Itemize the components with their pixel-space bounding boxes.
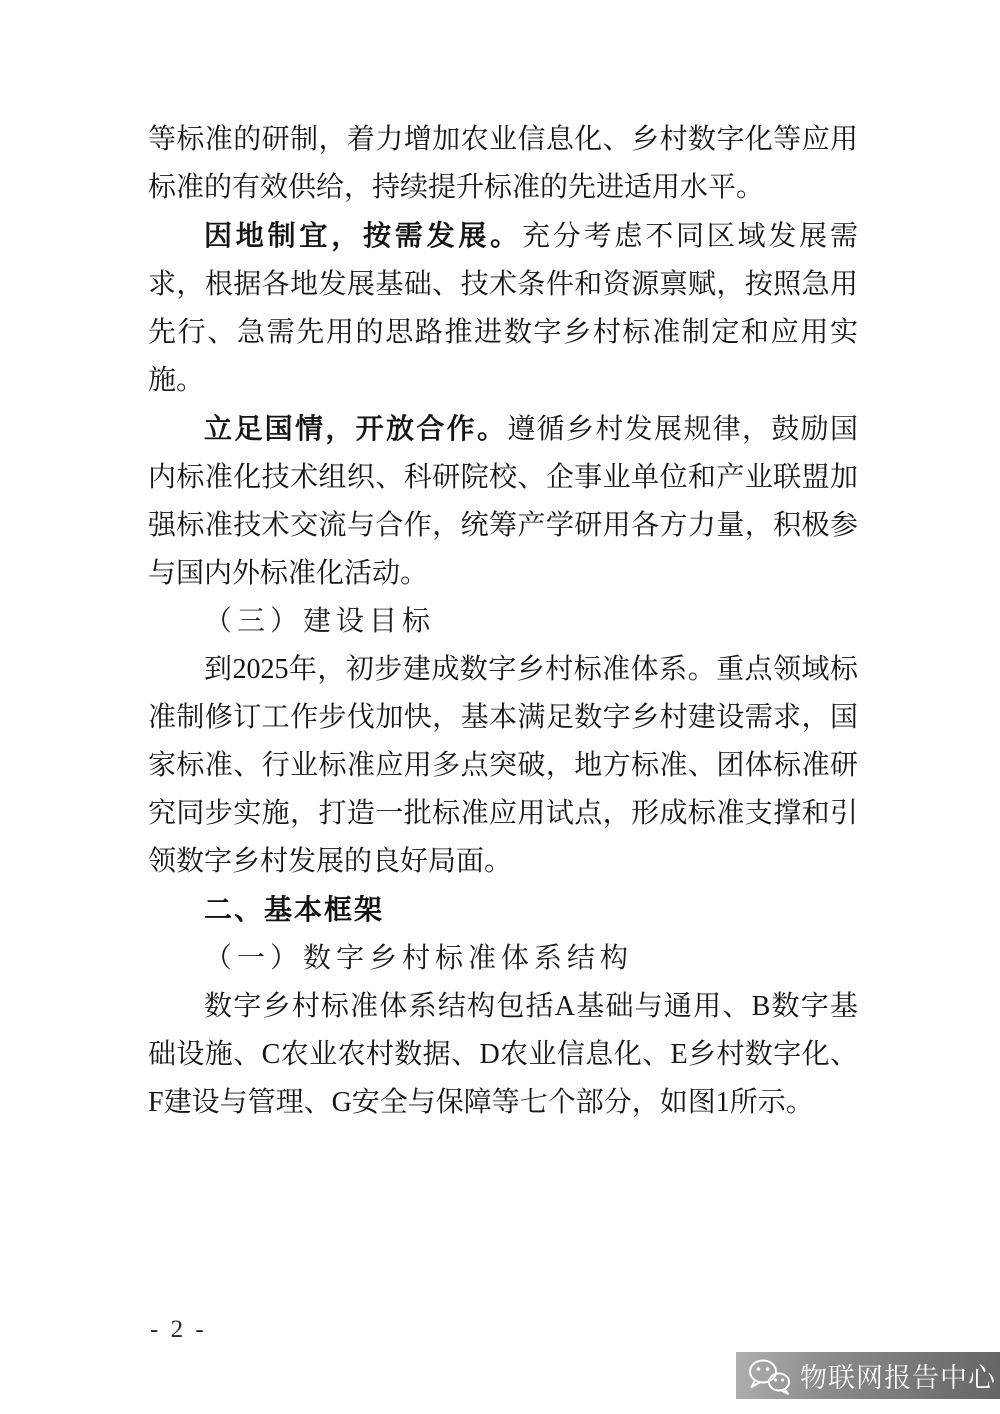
paragraph (148, 212, 858, 405)
page-number: - 2 - (150, 1316, 207, 1343)
paragraph (148, 646, 858, 886)
watermark-banner (736, 1352, 1000, 1399)
subheading-text: （一）数字乡村标准体系结构 (204, 943, 634, 974)
subheading (148, 598, 858, 646)
paragraph (148, 116, 858, 212)
section-heading (148, 886, 858, 935)
paragraph-text: 遵循乡村发展规律，鼓励国内标准化技术组织、科研院校、企事业单位和产业联盟加强标准技术交流与合作，统筹产学研用各方力量，积极参与国内外标准化活动。 (148, 414, 858, 589)
paragraph-text: 到2025年，初步建成数字乡村标准体系。重点领域标准制修订工作步伐加快，基本满足数字乡村建设需求，国家标准、行业标准应用多点突破，地方标准、团体标准研究同步实施，打造一批标准应用试点，形成标准支撑和引领数字乡村发展的良好局面。 (148, 654, 858, 877)
bold-lead: 立足国情，开放合作。 (204, 413, 508, 444)
subheading-text: （三）建设目标 (204, 606, 436, 637)
paragraph (148, 983, 858, 1127)
paragraph-text: 数字乡村标准体系结构包括A基础与通用、B数字基础设施、C农业农村数据、D农业信息化、E乡村数字化、F建设与管理、G安全与保障等七个部分，如图1所示。 (148, 991, 858, 1118)
paragraph-text: 等标准的研制，着力增加农业信息化、乡村数字化等应用标准的有效供给，持续提升标准的先进适用水平。 (148, 124, 858, 203)
bold-lead: 因地制宜，按需发展。 (204, 220, 522, 251)
paragraph (148, 405, 858, 598)
wechat-icon (746, 1356, 792, 1396)
document-body (148, 116, 858, 1127)
subheading (148, 935, 858, 983)
watermark-label: 物联网报告中心 (800, 1363, 996, 1393)
paragraph-text: 充分考虑不同区域发展需求，根据各地发展基础、技术条件和资源禀赋，按照急用先行、急需先用的思路推进数字乡村标准制定和应用实施。 (148, 221, 858, 396)
section-heading-text: 二、基本框架 (204, 894, 385, 925)
